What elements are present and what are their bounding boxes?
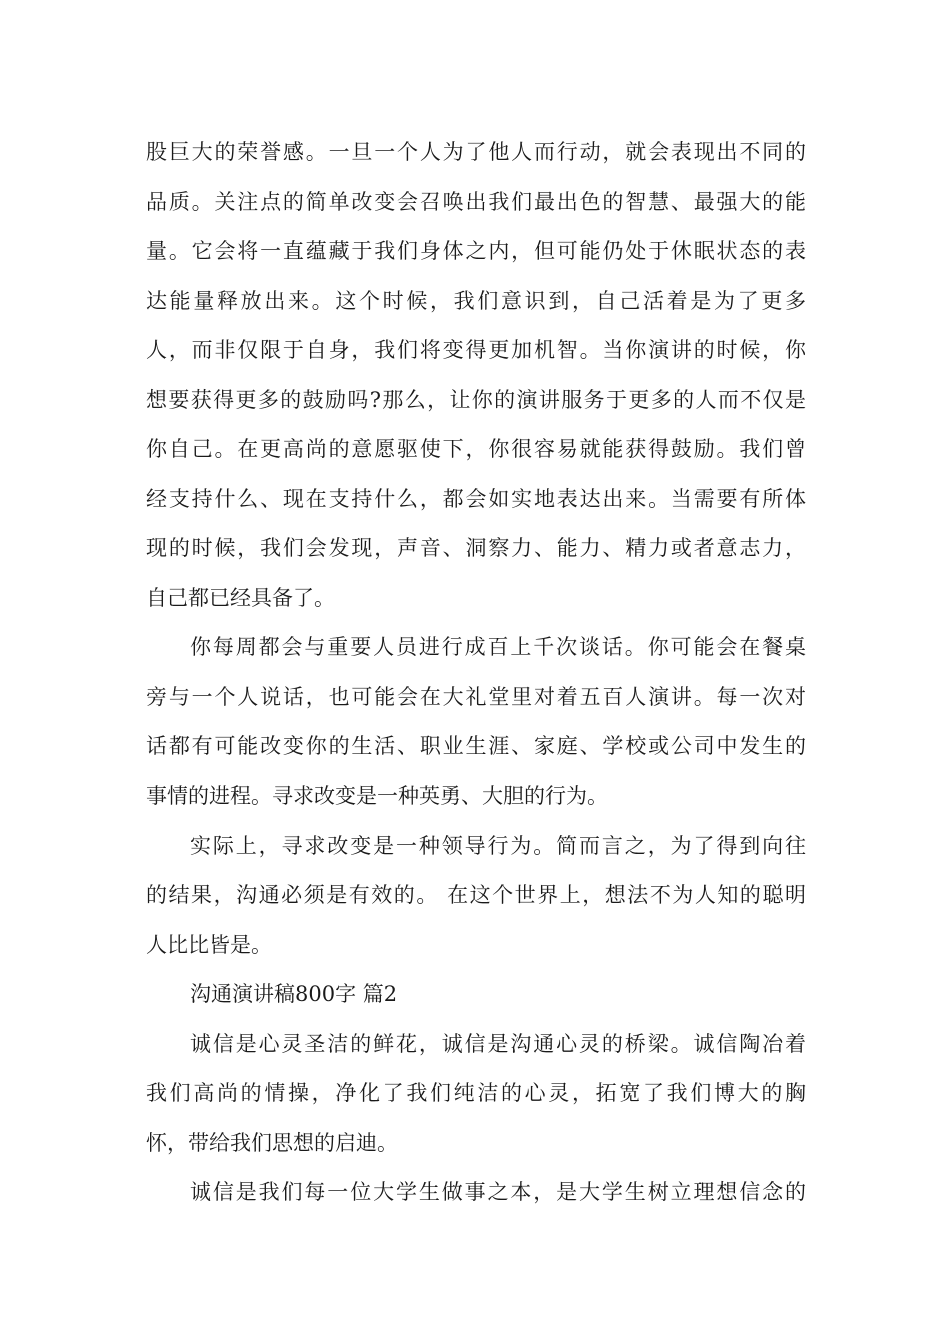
text-line: 股巨大的荣誉感。一旦一个人为了他人而行动，就会表现出不同的: [146, 140, 806, 164]
text-line: 怀，带给我们思想的启迪。: [146, 1131, 398, 1155]
paragraph-first-line: 实际上，寻求改变是一种领导行为。简而言之，为了得到向往: [190, 834, 806, 858]
text-line: 达能量释放出来。这个时候，我们意识到，自己活着是为了更多: [146, 289, 806, 313]
text-line: 人比比皆是。: [146, 933, 272, 957]
text-line: 经支持什么、现在支持什么，都会如实地表达出来。当需要有所体: [146, 487, 806, 511]
text-line: 话都有可能改变你的生活、职业生涯、家庭、学校或公司中发生的: [146, 734, 806, 758]
text-line: 我们高尚的情操，净化了我们纯洁的心灵，拓宽了我们博大的胸: [146, 1081, 806, 1105]
text-line: 想要获得更多的鼓励吗?那么，让你的演讲服务于更多的人而不仅是: [146, 388, 806, 412]
paragraph-first-line: 诚信是心灵圣洁的鲜花，诚信是沟通心灵的桥梁。诚信陶冶着: [190, 1032, 806, 1056]
text-line: 量。它会将一直蕴藏于我们身体之内，但可能仍处于休眠状态的表: [146, 239, 806, 263]
text-line: 人，而非仅限于自身，我们将变得更加机智。当你演讲的时候，你: [146, 338, 806, 362]
text-line: 品质。关注点的简单改变会召唤出我们最出色的智慧、最强大的能: [146, 190, 806, 214]
text-line: 现的时候，我们会发现，声音、洞察力、能力、精力或者意志力，: [146, 536, 806, 560]
text-line: 旁与一个人说话，也可能会在大礼堂里对着五百人演讲。每一次对: [146, 685, 806, 709]
text-line: 事情的进程。寻求改变是一种英勇、大胆的行为。: [146, 784, 608, 808]
section-heading: 沟通演讲稿800字 篇2: [190, 982, 398, 1006]
paragraph-first-line: 你每周都会与重要人员进行成百上千次谈话。你可能会在餐桌: [190, 635, 806, 659]
paragraph-first-line: 诚信是我们每一位大学生做事之本，是大学生树立理想信念的: [190, 1180, 806, 1204]
text-line: 你自己。在更高尚的意愿驱使下，你很容易就能获得鼓励。我们曾: [146, 437, 806, 461]
text-line: 的结果，沟通必须是有效的。 在这个世界上，想法不为人知的聪明: [146, 883, 806, 907]
text-line: 自己都已经具备了。: [146, 586, 335, 610]
